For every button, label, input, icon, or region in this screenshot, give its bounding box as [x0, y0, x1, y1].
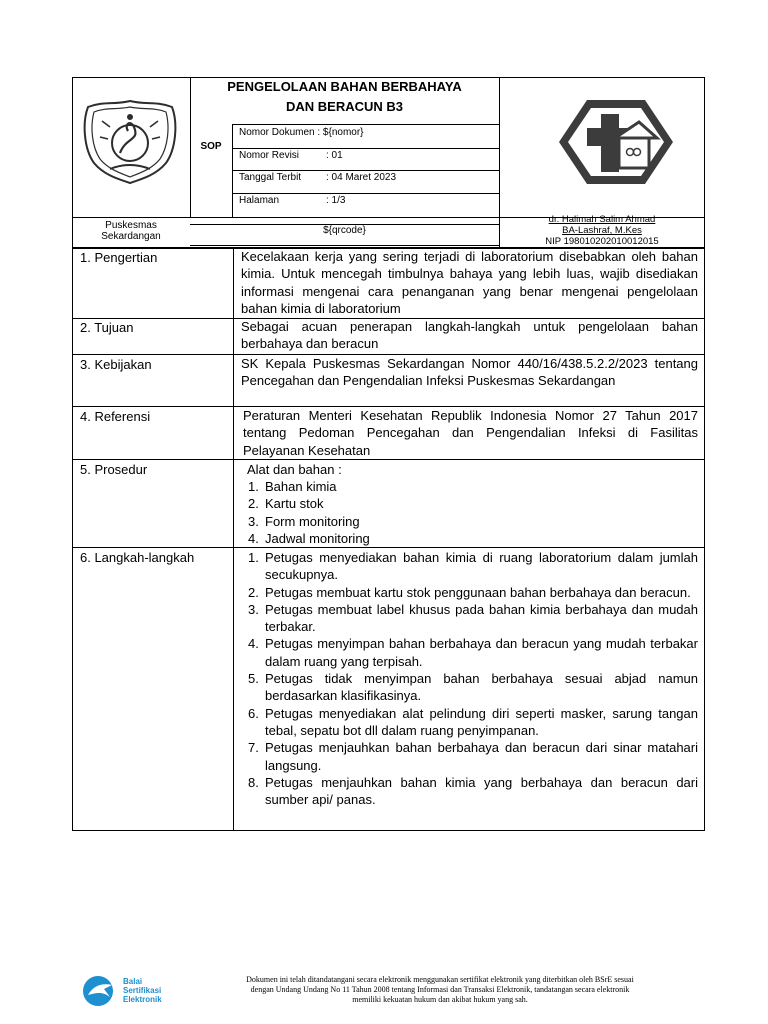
header-divider — [232, 170, 499, 171]
sop-label: SOP — [200, 141, 222, 152]
list-item — [241, 478, 698, 495]
list-number: 8. — [248, 774, 259, 790]
signer-nip: NIP 198010202010012015 — [545, 236, 659, 247]
list-number: 2. — [248, 496, 259, 512]
section-label-kebijakan: 3. Kebijakan — [80, 357, 152, 372]
section-label-prosedur: 5. Prosedur — [80, 462, 148, 477]
list-number: 3. — [248, 601, 259, 617]
qrcode-placeholder: ${qrcode} — [323, 225, 366, 236]
tanggal-terbit-label: Tanggal Terbit — [239, 172, 302, 183]
prosedur-intro: Alat dan bahan : — [247, 462, 342, 477]
list-item — [241, 739, 698, 774]
bsre-logo-icon — [82, 975, 120, 1007]
notice-line: memiliki kekuatan hukum dan akibat hukum yang sah. — [352, 995, 528, 1004]
nomor-dokumen: Nomor Dokumen : ${nomor} — [239, 127, 364, 138]
section-text-kebijakan: SK Kepala Puskesmas Sekardangan Nomor 440/16/438.5.2.2/2023 tentang Pencegahan dan Pengendalian Infeksi Puskesmas Sekardangan — [241, 356, 698, 389]
puskesmas-name: Sekardangan — [101, 231, 161, 242]
list-item — [241, 774, 698, 809]
header-divider — [190, 245, 499, 246]
halaman-value: : 1/3 — [326, 195, 346, 206]
bsre-name-line: Elektronik — [123, 995, 162, 1004]
list-number: 6. — [248, 705, 259, 721]
prosedur-list — [241, 478, 698, 547]
list-number: 5. — [248, 671, 259, 687]
bsre-name-line: Balai — [123, 977, 143, 986]
list-number: 1. — [248, 550, 259, 565]
halaman-label: Halaman — [239, 195, 280, 206]
puskesmas-logo-icon — [557, 98, 675, 186]
bsre-name-line: Sertifikasi — [123, 986, 162, 995]
content-divider — [233, 248, 234, 831]
list-number: 1. — [248, 479, 259, 494]
list-item — [241, 530, 698, 547]
list-number: 3. — [248, 513, 259, 529]
list-number: 4. — [248, 530, 259, 546]
section-label-pengertian: 1. Pengertian — [80, 250, 158, 265]
list-item — [241, 513, 698, 530]
signer-name: dr. Halimah Salim Ahmad — [548, 214, 656, 225]
regional-emblem-icon — [80, 97, 180, 185]
header-divider — [232, 148, 499, 149]
nomor-revisi-value: : 01 — [326, 150, 343, 161]
notice-line: Dokumen ini telah ditandatangani secara elektronik menggunakan sertifikat elektronik yang diterbitkan oleh BSrE sesuai — [246, 975, 634, 984]
langkah-list — [241, 549, 698, 808]
list-item-text: Bahan kimia — [265, 479, 337, 494]
section-text-tujuan: Sebagai acuan penerapan langkah-langkah untuk pengelolaan bahan berbahaya dan beracun — [241, 319, 698, 352]
list-number: 7. — [248, 740, 259, 756]
list-number: 4. — [248, 636, 259, 652]
list-item — [241, 670, 698, 705]
section-label-tujuan: 2. Tujuan — [80, 320, 134, 335]
list-item-text: Petugas menjauhkan bahan berbahaya dan beracun dari sinar matahari langsung. — [265, 740, 698, 773]
tanggal-terbit-value: : 04 Maret 2023 — [326, 172, 397, 183]
list-item-text: Petugas menyediakan alat pelindung diri seperti masker, sarung tangan tebal, sepatu bot dll dalam ruang penyimpanan. — [265, 705, 698, 738]
list-item-text: Petugas tidak menyimpan bahan berbahaya sesuai abjad namun berdasarkan klasifikasinya. — [265, 671, 698, 704]
list-item-text: Kartu stok — [265, 496, 324, 512]
section-label-referensi: 4. Referensi — [80, 409, 151, 424]
list-item-text: Petugas membuat kartu stok penggunaan bahan berbahaya dan beracun. — [265, 584, 691, 600]
section-text-pengertian: Kecelakaan kerja yang sering terjadi di laboratorium disebabkan oleh bahan kimia. Untuk mencegah timbulnya bahaya yang lebih luas, wajib disediakan informasi mengenai cara penanganan yang benar mengenai pengelolaan bahan kimia di laboratorium — [241, 249, 698, 316]
nomor-revisi-label: Nomor Revisi — [239, 150, 300, 161]
list-item-text: Petugas menyimpan bahan berbahaya dan beracun yang mudah terbakar dalam ruang yang terpisah. — [265, 636, 698, 669]
list-item-text: Form monitoring — [265, 513, 360, 529]
list-item-text: Petugas membuat label khusus pada bahan kimia berbahaya dan mudah terbakar. — [265, 601, 698, 635]
section-label-langkah: 6. Langkah-langkah — [80, 550, 195, 565]
document-title: PENGELOLAAN BAHAN BERBAHAYA — [227, 79, 462, 94]
list-item-text: Petugas menyediakan bahan kimia di ruang laboratorium dalam jumlah secukupnya. — [265, 550, 698, 583]
list-item — [241, 601, 698, 636]
list-number: 2. — [248, 584, 259, 600]
list-item — [241, 549, 698, 584]
header-divider — [232, 124, 499, 125]
list-item-text: Jadwal monitoring — [265, 530, 370, 546]
list-item — [241, 705, 698, 740]
list-item-text: Petugas menjauhkan bahan kimia yang berbahaya dan beracun dari sumber api/ panas. — [265, 774, 698, 808]
puskesmas-name: Puskesmas — [105, 220, 157, 231]
list-item — [241, 584, 698, 601]
bsre-name — [123, 977, 162, 1004]
signer-title: BA-Lashraf, M.Kes — [562, 225, 642, 236]
list-item — [241, 635, 698, 670]
document-title: DAN BERACUN B3 — [285, 99, 403, 114]
content-divider — [72, 459, 705, 460]
electronic-signature-notice — [190, 975, 690, 1005]
header-divider — [232, 193, 499, 194]
notice-line: dengan Undang Undang No 11 Tahun 2008 tentang Informasi dan Transaksi Elektronik, tandatangan secara elektronik — [250, 985, 630, 994]
section-text-referensi: Peraturan Menteri Kesehatan Republik Indonesia Nomor 27 Tahun 2017 tentang Pedoman Pencegahan dan Pengendalian Infeksi di Fasilitas Pelayanan Kesehatan — [243, 408, 698, 458]
list-item — [241, 495, 698, 512]
